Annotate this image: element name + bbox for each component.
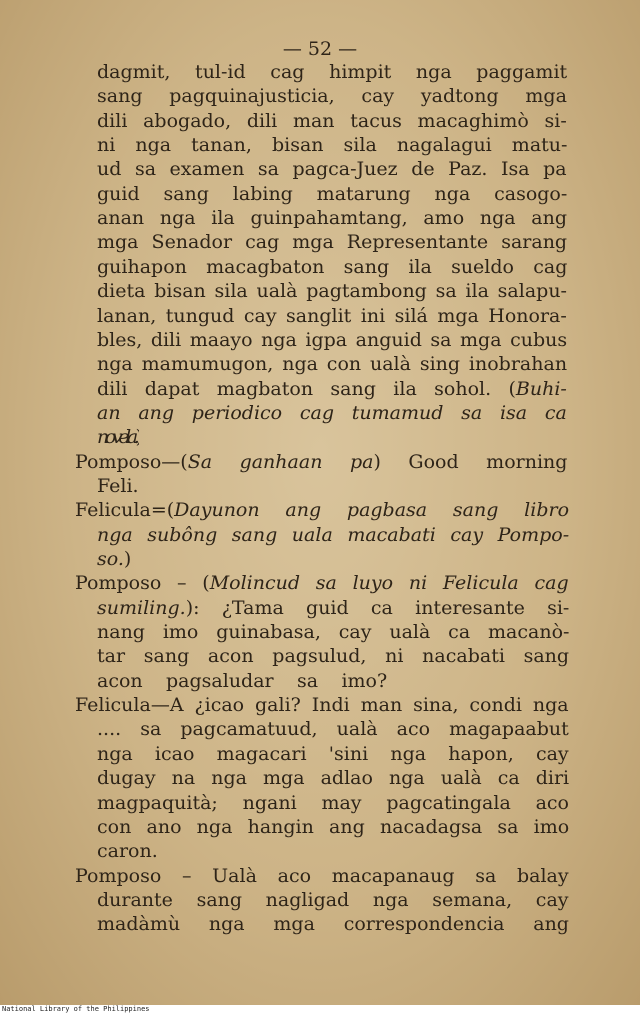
text-line (97, 717, 569, 741)
line-text: ni nga tanan, bisan sila nagalagui matu- (97, 134, 567, 157)
italic-text: an ang periodico cag tumamud sa isa ca (97, 401, 567, 424)
line-text: dieta bisan sila ualà pagtambong sa ila salapu- (97, 280, 567, 303)
line-text: sang pagquinajusticia, cay yadtong mga (97, 85, 567, 108)
italic-text: novela. (97, 426, 136, 449)
italic-text: Molincud sa luyo ni Felicula cag (209, 572, 569, 595)
line-text: ): ¿Tama guid ca interesante si- (185, 596, 569, 619)
text-line (97, 523, 569, 547)
italic-text: so. (97, 548, 124, 570)
text-line (97, 157, 567, 181)
italic-text: sumiling. (97, 596, 186, 619)
line-text: Pomposo – ( (75, 572, 210, 595)
text-line (97, 669, 387, 693)
text-line (97, 279, 567, 303)
italic-text: Dayunon ang pagbasa sang libro (174, 499, 569, 522)
line-text: dagmit, tul-id cag himpit nga paggamit (97, 61, 567, 83)
text-line (97, 912, 569, 936)
line-text: ) Good morning (373, 450, 567, 473)
text-line (97, 230, 567, 254)
page-number: — 52 — (282, 38, 358, 60)
text-line (97, 425, 139, 449)
line-text: Feli. (97, 474, 139, 497)
line-text: dili dapat magbaton sang ila sohol. ( (97, 377, 516, 400)
text-line (75, 864, 569, 888)
text-line (97, 255, 567, 279)
line-text: Felicula=( (75, 499, 175, 522)
line-text: guihapon macagbaton sang ila sueldo cag (97, 255, 567, 278)
text-line (97, 547, 135, 571)
text-line (97, 596, 569, 620)
line-text: bles, dili maayo nga igpa anguid sa mga cubus (97, 328, 567, 351)
line-text: guid sang labing matarung nga casogo- (97, 182, 567, 205)
line-text: anan nga ila guinpahamtang, amo nga ang (97, 207, 567, 230)
line-text: .... sa pagcamatuud, ualà aco magapaabut (97, 718, 569, 741)
line-text: acon pagsaludar sa imo? (97, 669, 387, 692)
text-line (97, 60, 567, 84)
text-line (97, 620, 569, 644)
line-text: ud sa examen sa pagca-Juez de Paz. Isa pa (97, 158, 567, 181)
line-text: ) (123, 548, 132, 570)
line-text: dugay na nga mga adlao nga ualà ca diri (97, 767, 569, 790)
text-line (97, 84, 567, 108)
text-line (97, 206, 567, 230)
line-text: ) (135, 426, 139, 449)
line-text: magpaquità; ngani may pagcatingala aco (97, 791, 569, 814)
italic-text: Sa ganhaan pa (187, 450, 374, 473)
text-line (97, 766, 569, 790)
text-line (97, 644, 569, 668)
text-line (97, 815, 569, 839)
text-line (75, 571, 569, 595)
line-text: Felicula—A ¿icao gali? Indi man sina, condi nga (75, 694, 569, 717)
text-line (97, 742, 569, 766)
text-line (97, 888, 569, 912)
text-line (97, 474, 149, 498)
line-text: Pomposo – Ualà aco macapanaug sa balay (75, 864, 569, 887)
italic-text: nga subông sang uala macabati cay Pompo- (97, 523, 569, 546)
line-text: nang imo guinabasa, cay ualà ca macanò- (97, 621, 569, 644)
text-line (97, 839, 189, 863)
text-line (97, 304, 567, 328)
line-text: mga Senador cag mga Representante sarang (97, 231, 567, 254)
text-line (97, 791, 569, 815)
text-line (97, 401, 567, 425)
footer-bar (0, 1005, 640, 1013)
line-text: lanan, tungud cay sanglit ini silá mga Honora- (97, 304, 567, 327)
footer-credit: National Library of the Philippines (2, 1005, 150, 1013)
line-text: con ano nga hangin ang nacadagsa sa imo (97, 815, 569, 838)
text-line (97, 377, 567, 401)
text-line (97, 109, 567, 133)
line-text: Pomposo—( (75, 450, 188, 473)
line-text: madàmù nga mga correspondencia ang (97, 913, 569, 936)
line-text: tar sang acon pagsulud, ni nacabati sang (97, 645, 569, 668)
line-text: nga mamumugon, nga con ualà sing inobrahan (97, 353, 567, 376)
italic-text: Buhi- (515, 377, 567, 400)
text-line (75, 498, 569, 522)
text-line (75, 693, 569, 717)
text-line (97, 352, 567, 376)
line-text: durante sang nagligad nga semana, cay (97, 888, 569, 911)
text-line (97, 133, 567, 157)
line-text: nga icao magacari 'sini nga hapon, cay (97, 742, 569, 765)
line-text: dili abogado, dili man tacus macaghimò si- (97, 109, 567, 132)
text-line (97, 328, 567, 352)
text-line (75, 450, 567, 474)
line-text: caron. (97, 840, 158, 863)
text-line (97, 182, 567, 206)
